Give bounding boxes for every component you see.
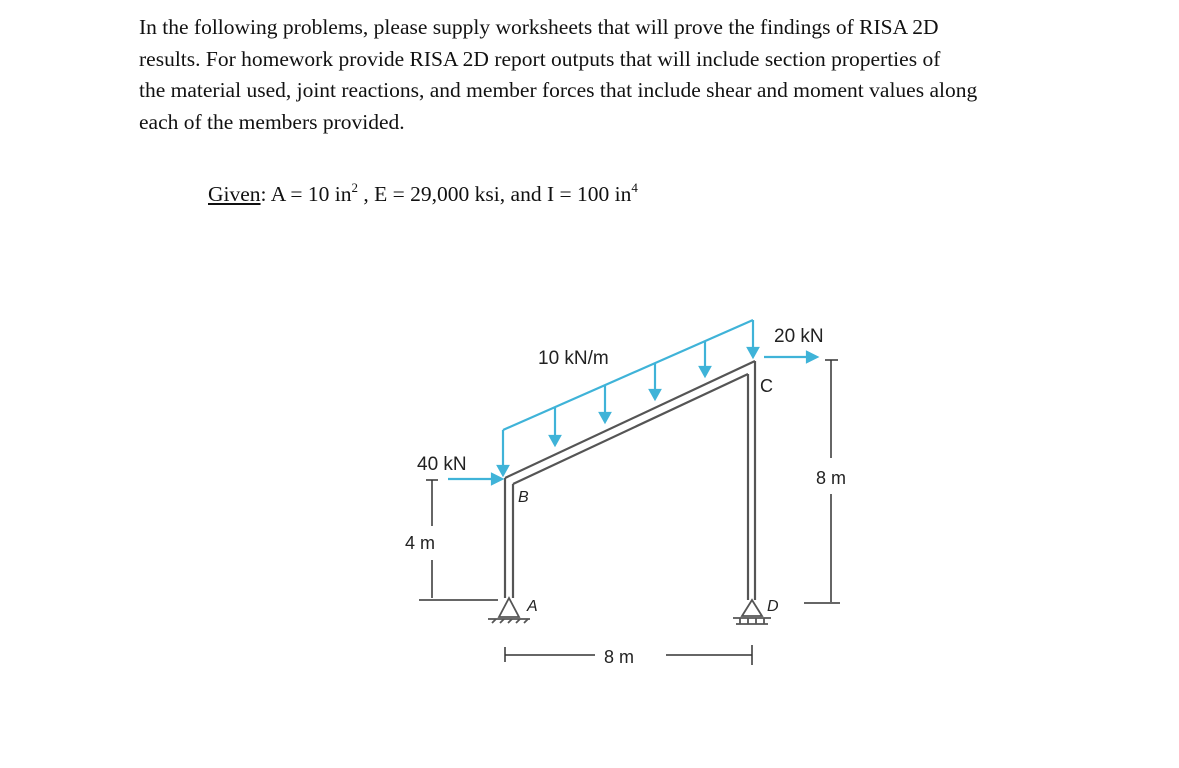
- support-a-icon: [488, 598, 530, 623]
- rafter-bc-outer: [505, 361, 755, 478]
- joint-a-label: A: [527, 598, 538, 615]
- problem-line-4: each of the members provided.: [139, 109, 405, 134]
- joint-b-label: B: [518, 489, 529, 506]
- load-right-label: 20 kN: [774, 326, 824, 347]
- point-load-40kn-arrow: [448, 474, 502, 484]
- support-d-icon: [733, 600, 771, 624]
- rafter-bc-inner: [513, 374, 748, 484]
- dimension-left-label: 4 m: [405, 533, 436, 553]
- given-area: A = 10 in: [266, 182, 352, 206]
- joint-d-label: D: [767, 598, 779, 615]
- problem-line-3: the material used, joint reactions, and member forces that include shear and moment values along: [139, 78, 978, 102]
- given-area-exponent: 2: [351, 180, 359, 195]
- dimension-right-label: 8 m: [816, 468, 847, 488]
- problem-line-1: In the following problems, please supply worksheets that will prove the findings of RISA 2D: [139, 15, 939, 39]
- distributed-load-label: 10 kN/m: [538, 348, 609, 369]
- distributed-load: [498, 320, 758, 475]
- frame-structure: [505, 361, 755, 600]
- point-load-20kn-arrow: [764, 352, 817, 362]
- given-label: Given: [208, 182, 261, 206]
- given-inertia-exponent: 4: [631, 180, 638, 195]
- dimension-bottom-label: 8 m: [604, 647, 635, 667]
- joint-c-label: C: [760, 376, 773, 396]
- given-colon: :: [260, 182, 267, 206]
- problem-line-2: results. For homework provide RISA 2D report outputs that will include section properties of: [139, 46, 941, 71]
- given-modulus-inertia: , E = 29,000 ksi, and I = 100 in: [358, 182, 632, 206]
- load-left-label: 40 kN: [417, 454, 467, 475]
